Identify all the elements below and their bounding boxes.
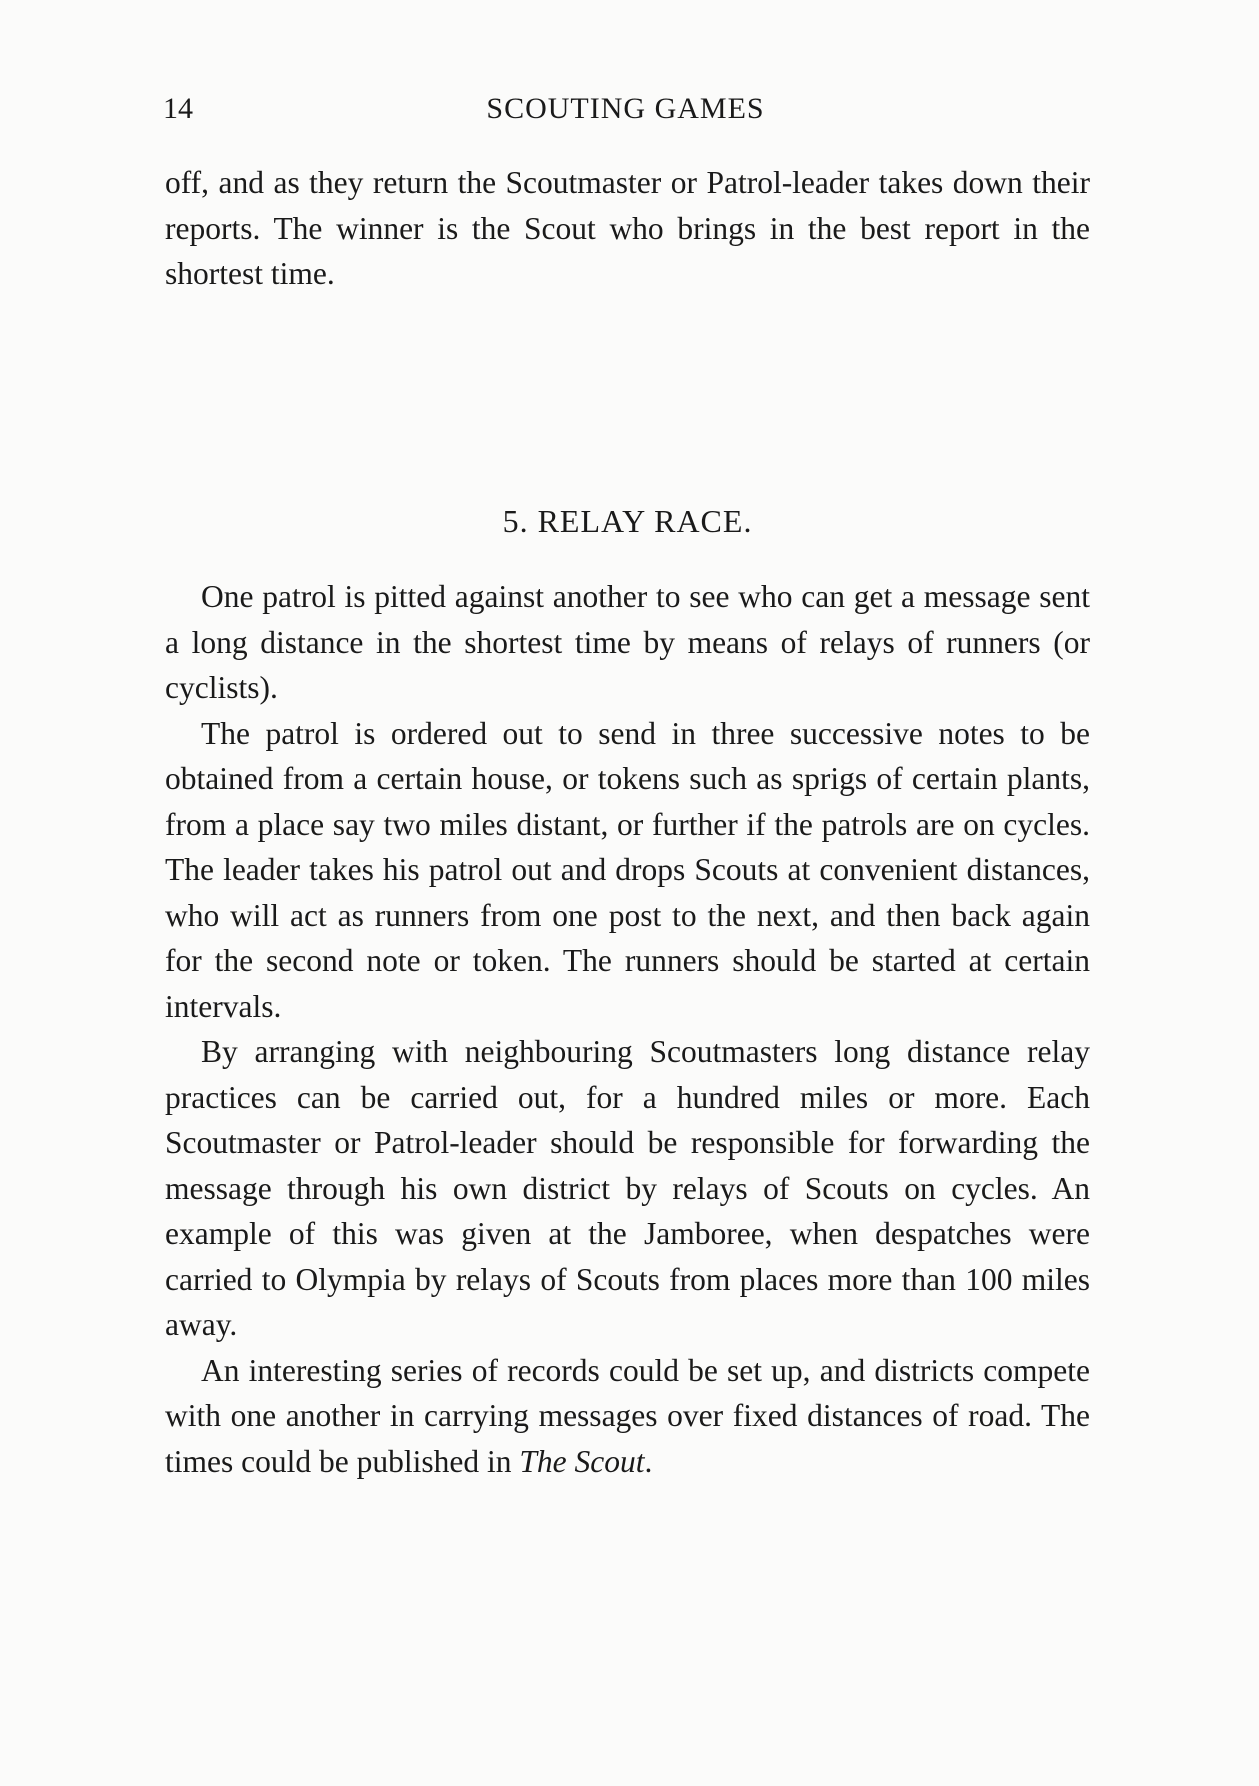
paragraph: The patrol is ordered out to send in three successive notes to be obtained from a certain house, or tokens such as sprigs of certain plants, from a place say two miles distant, or further if the patrols are on cycles. The leader takes his patrol out and drops Scouts at convenient distances, who will act as runners from one post to the next, and then back again for the second note or token. The runners should be started at certain intervals. (165, 715, 1090, 1024)
paragraph-last-text: An interesting series of records could be set up, and districts compete with one another in carrying messages over fixed distances of road. The times could be published in (165, 1352, 1090, 1479)
paragraph-last-end: . (644, 1443, 653, 1479)
periodical-title: The Scout (519, 1443, 645, 1479)
running-title: SCOUTING GAMES (486, 92, 765, 125)
paragraph: One patrol is pitted against another to see who can get a message sent a long distance in the shortest time by means of relays of runners (or cyclists). (165, 579, 1090, 705)
page-number: 14 (163, 92, 193, 125)
continued-paragraph: off, and as they return the Scoutmaster or Patrol-leader takes down their reports. The winner is the Scout who brings in the best report in the shortest time. (165, 165, 1090, 291)
paragraph: By arranging with neighbouring Scoutmasters long distance relay practices can be carried out, for a hundred miles or more. Each Scoutmaster or Patrol-leader should be responsible for forwarding the message through his own district by relays of Scouts on cycles. An example of this was given at the Jamboree, when despatches were carried to Olympia by relays of Scouts from places more than 100 miles away. (165, 1034, 1090, 1342)
section-body (165, 574, 1090, 1484)
section-heading: 5. RELAY RACE. (502, 503, 753, 539)
paragraph-last (165, 1348, 1090, 1485)
continued-paragraph-block (165, 160, 1090, 297)
running-head (163, 92, 1088, 132)
